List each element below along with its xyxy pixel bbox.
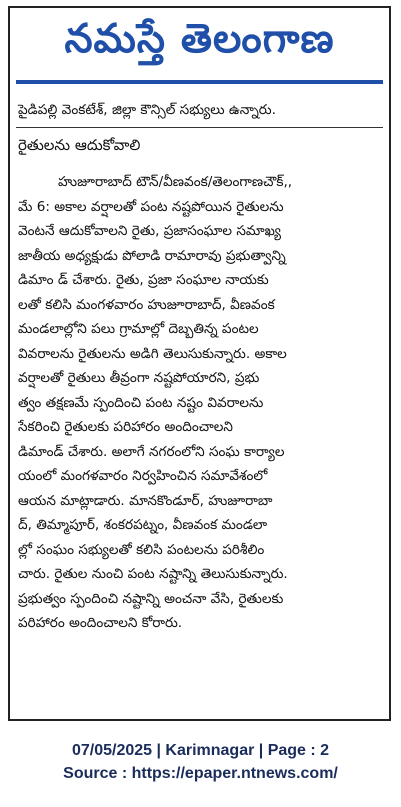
article-line: ల్లో సంఘం సభ్యులతో కలిసి పంటలను పరిశీలిం [18, 541, 265, 558]
article-line: చారు. రైతుల నుంచి పంట నష్టాన్ని తెలుసుకున్నారు. [18, 566, 288, 582]
article-headline: రైతులను ఆదుకోవాలి [18, 136, 141, 154]
article-line: పరిహారం అందించాలని కోరారు. [18, 615, 183, 631]
article-line: వర్షాలతో రైతులు తీవ్రంగా నష్టపోయారని, ప్రభు [18, 370, 260, 386]
article-line: డిమాండ్ చేశారు. అలాగే నగరంలోని సంఘ కార్యాల [18, 443, 285, 460]
article-line: వివరాలను రైతులను అడిగి తెలుసుకున్నారు. అకాల [18, 345, 287, 362]
masthead-logo: నమస్తే తెలంగాణ [64, 16, 335, 62]
newspaper-clipping [8, 6, 391, 721]
article-body [10, 164, 389, 636]
article-line: యంలో మంగళవారం నిర్వహించిన సమావేశంలో [18, 468, 268, 484]
article-line: సేకరించి రైతులకు పరిహారం అందించాలని [18, 419, 233, 435]
article-line: డిమాం డ్ చేశారు. రైతు, ప్రజా సంఘాల నాయకు [18, 272, 269, 288]
footer-date-edition: 07/05/2025 | Karimnagar | Page : 2 [71, 742, 330, 759]
article-line: ద్, తిమ్మాపూర్, శంకరపట్నం, వీణవంక మండలా [18, 517, 268, 533]
article-line: లతో కలిసి మంగళవారం హుజూరాబాద్, వీణవంక [18, 296, 275, 313]
article-line: వెంటనే ఆదుకోవాలని రైతు, ప్రజాసంఘాల సమాఖ్య [18, 223, 281, 239]
article-line: మే 6: అకాల వర్షాలతో పంట నష్టపోయిన రైతులను [18, 198, 284, 215]
article-line: జాతీయ అధ్యక్షుడు పోలాడి రామారావు ప్రభుత్వాన్ని [18, 247, 286, 264]
article-line: ఆయన మాట్లాడారు. మానకొండూర్, హుజూరాబా [18, 492, 273, 509]
article-line: మండలాల్లోని పలు గ్రామాల్లో దెబ్బతిన్న పంటల [18, 321, 259, 337]
article-line: త్వం తక్షణమే స్పందించి పంట నష్టం వివరాలను [18, 394, 264, 411]
article-line: ప్రభుత్వం స్పందించి నష్టాన్ని అంచనా వేసి, రైతులకు [18, 590, 284, 607]
previous-article-line: పైడిపల్లి వెంకటేశ్, జిల్లా కౌన్సిల్ సభ్యులు ఉన్నారు. [18, 102, 276, 118]
article-line: హుజూరాబాద్ టౌన్/వీణవంక/తెలంగాణచౌక్,, [58, 174, 293, 190]
footer-source-link[interactable]: Source : https://epaper.ntnews.com/ [63, 765, 338, 782]
